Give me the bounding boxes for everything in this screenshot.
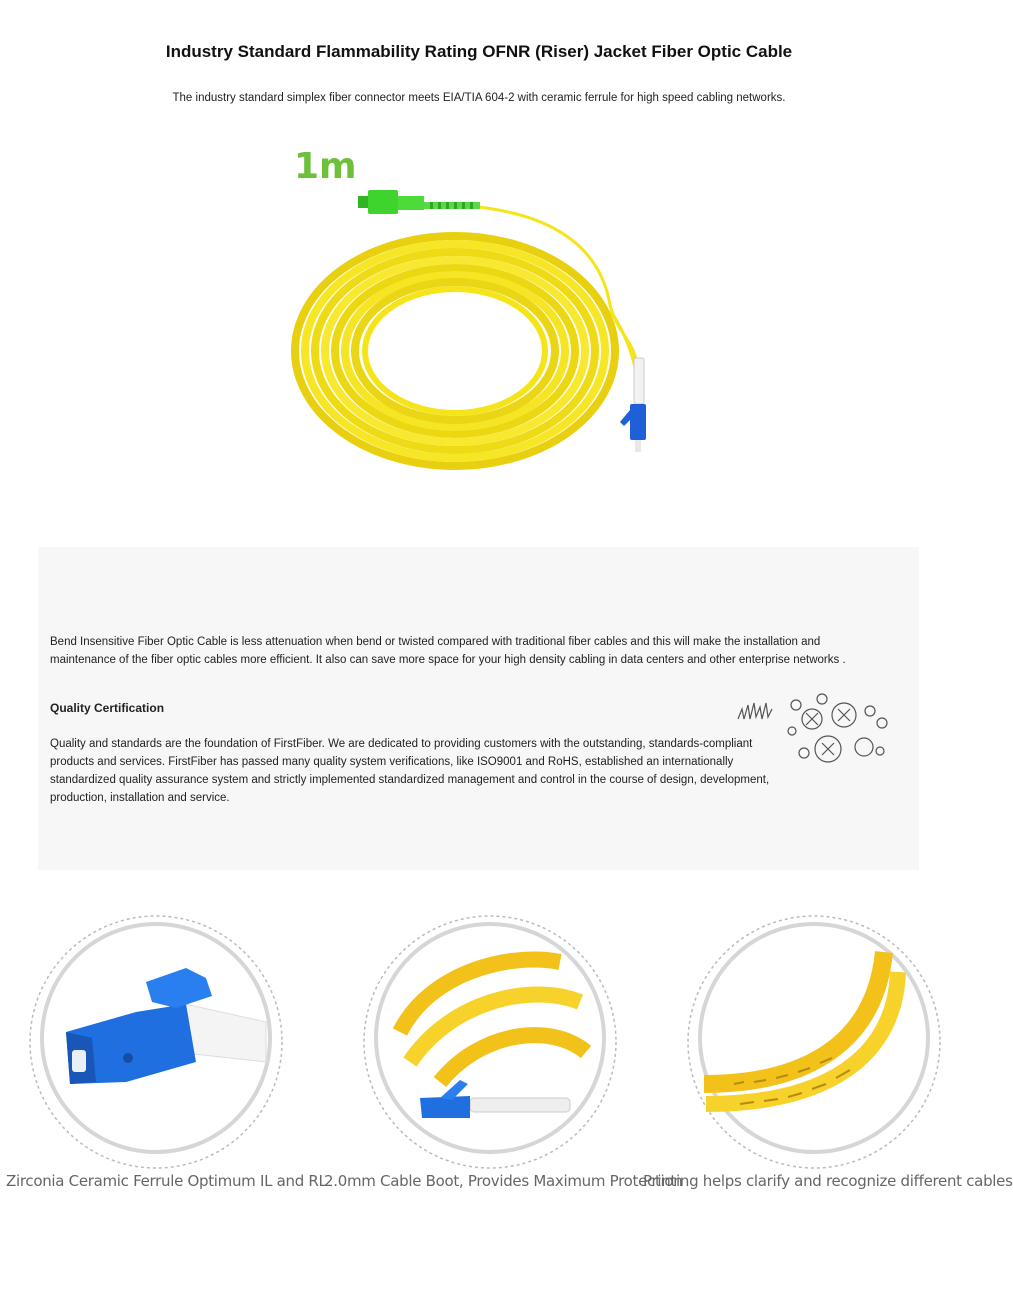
feature-caption-ferrule: Zirconia Ceramic Ferrule Optimum IL and RL	[6, 1172, 327, 1190]
cable-boot-closeup-icon	[360, 912, 620, 1172]
lc-connector-closeup-icon	[26, 912, 286, 1172]
feature-caption-cable-boot: 2.0mm Cable Boot, Provides Maximum Protection	[324, 1172, 683, 1190]
feature-cable-boot-image	[360, 912, 620, 1172]
cable-printing-closeup-icon	[684, 912, 944, 1172]
bend-insensitive-description: Bend Insensitive Fiber Optic Cable is less attenuation when bend or twisted compared with traditional fiber cables and this will make the installation and maintenance of the fiber optic cables more efficient. It also can save more space for your high density cabling in data centers and other enterprise networks .	[50, 636, 846, 666]
page-title: Industry Standard Flammability Rating OFNR (Riser) Jacket Fiber Optic Cable	[165, 42, 793, 61]
hero-cable-image	[280, 140, 680, 500]
feature-printing-image	[684, 912, 944, 1172]
fiber-cable-coil-icon	[280, 140, 680, 500]
sc-connector-icon	[358, 190, 480, 214]
lc-connector-icon	[620, 358, 646, 452]
info-panel	[38, 547, 919, 870]
quality-illustration-icon	[732, 689, 892, 771]
quality-certification-text: Quality and standards are the foundation of FirstFiber. We are dedicated to providing customers with the outstanding, standards-compliant products and services. FirstFiber has passed many quality system verifications, like ISO9001 and RoHS, established an internationally standardized quality assurance system and strictly implemented standardized management and control in the course of design, development, production, installation and service.	[50, 738, 770, 804]
page-subtitle: The industry standard simplex fiber connector meets EIA/TIA 604-2 with ceramic ferrule for high speed cabling networks.	[172, 92, 786, 104]
feature-ferrule-image	[26, 912, 286, 1172]
feature-caption-printing: Printing helps clarify and recognize different cables	[643, 1172, 1013, 1190]
cable-length-label: 1m	[294, 146, 357, 187]
quality-certification-heading: Quality Certification	[50, 701, 165, 715]
